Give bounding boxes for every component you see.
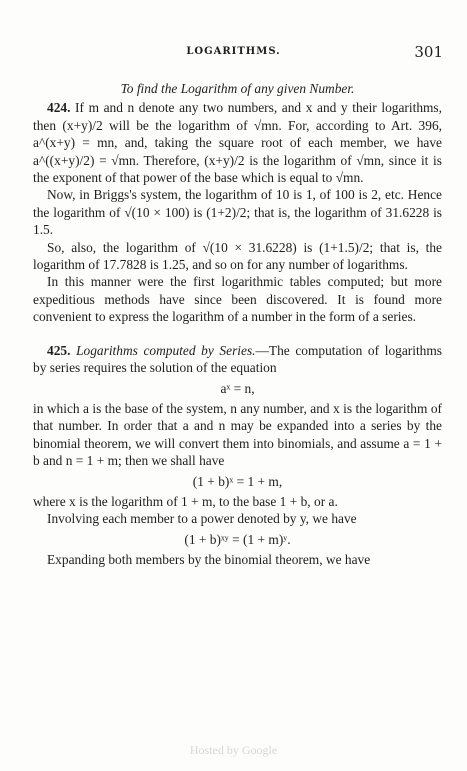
- page-number: 301: [414, 43, 443, 61]
- paragraph-425-1: [33, 342, 442, 377]
- article-number-424: 424.: [47, 100, 71, 116]
- paragraph-425-4: Involving each member to a power denoted by y, we have: [47, 511, 357, 527]
- equation-3: (1 + b)ˣʸ = (1 + m)ʸ.: [184, 531, 291, 547]
- section-heading: To find the Logarithm of any given Number.: [120, 81, 355, 96]
- paragraph-424-2: Now, in Briggs's system, the logarithm of 10 is 1, of 100 is 2, etc. Hence the logarithm of √(10 × 100) is (1+2)/2; that is, the logarithm of 31.6228 is 1.5.: [33, 187, 442, 238]
- article-title-425: Logarithms computed by Series.: [76, 342, 256, 358]
- paragraph-text: If m and n denote any two numbers, and x and y their logarithms, then (x+y)/2 will be the logarithm of √mn. For, according to Art. 396, a^(x+y) = mn, and, taking the square root of each member, we have a^((x+y)/2) = √mn. Therefore, (x+y)/2 is the logarithm of √mn, since it is the exponent of that power of the base which is equal to √mn.: [33, 100, 442, 186]
- section-gap: [33, 326, 442, 342]
- paragraph-424-3: So, also, the logarithm of √(10 × 31.6228) is (1+1.5)/2; that is, the logarithm of 17.7828 is 1.25, and so on for any number of logarithms.: [33, 239, 442, 273]
- running-head: LOGARITHMS.: [186, 46, 281, 57]
- paragraph-text: —The computation of logarithms by series requires the solution of the equation: [33, 342, 442, 376]
- equation-2: (1 + b)ˣ = 1 + m,: [192, 473, 283, 489]
- equation-1: aˣ = n,: [220, 380, 255, 396]
- article-number-425: 425.: [47, 342, 71, 358]
- paragraph-425-2: in which a is the base of the system, n any number, and x is the logarithm of that number. In order that a and n may be expanded into a series by the binomial theorem, we will convert them into binomials, and assume a = 1 + b and n = 1 + m; then we shall have: [33, 400, 442, 469]
- paragraph-424-4: In this manner were the first logarithmic tables computed; but more expeditious methods have since been discovered. It is found more convenient to express the logarithm of a number in the form of a series.: [33, 274, 442, 325]
- page-body: [33, 80, 442, 569]
- paragraph-425-5: Expanding both members by the binomial theorem, we have: [47, 552, 371, 568]
- paragraph-424-1: [33, 99, 442, 186]
- page-header: [0, 43, 467, 63]
- paragraph-425-3: where x is the logarithm of 1 + m, to the base 1 + b, or a.: [33, 493, 338, 509]
- watermark: Hosted by Google: [189, 743, 278, 757]
